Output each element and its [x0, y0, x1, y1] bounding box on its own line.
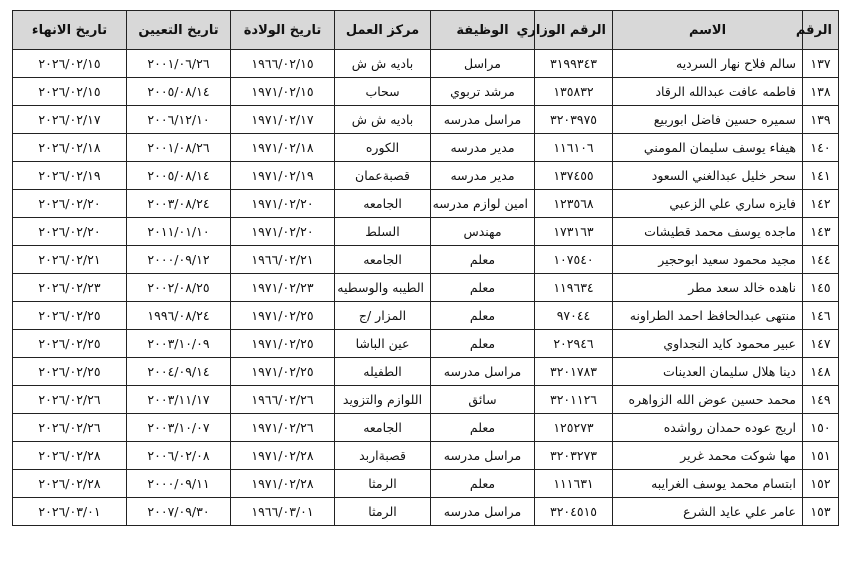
cell-name: هيفاء يوسف سليمان المومني — [613, 134, 803, 162]
cell-name: محمد حسين عوض الله الزواهره — [613, 386, 803, 414]
cell-ministry-id: ٢٠٢٩٤٦ — [535, 330, 613, 358]
cell-ministry-id: ١١٩٦٣٤ — [535, 274, 613, 302]
cell-appointment-date: ٢٠٠٥/٠٨/١٤ — [127, 162, 231, 190]
cell-name: منتهى عبدالحافظ احمد الطراونه — [613, 302, 803, 330]
cell-job: مراسل مدرسه — [431, 498, 535, 526]
cell-birth-date: ١٩٧١/٠٢/١٧ — [231, 106, 335, 134]
table-row — [13, 134, 839, 162]
cell-job: معلم — [431, 414, 535, 442]
header-appointment-date: تاريخ التعيين — [127, 11, 231, 50]
cell-name: ناهده خالد سعد مطر — [613, 274, 803, 302]
header-job: الوظيفة — [431, 11, 535, 50]
cell-job: امين لوازم مدرسه — [431, 190, 535, 218]
cell-ministry-id: ١١١٦٣١ — [535, 470, 613, 498]
cell-end-date: ٢٠٢٦/٠٢/٢٠ — [13, 218, 127, 246]
cell-birth-date: ١٩٦٦/٠٢/١٥ — [231, 50, 335, 78]
cell-end-date: ٢٠٢٦/٠٢/١٥ — [13, 78, 127, 106]
cell-appointment-date: ٢٠١١/٠١/١٠ — [127, 218, 231, 246]
table-row — [13, 358, 839, 386]
cell-job: معلم — [431, 330, 535, 358]
cell-ministry-id: ٣٢٠١٧٨٣ — [535, 358, 613, 386]
cell-work-center: قصبةعمان — [335, 162, 431, 190]
cell-ministry-id: ١٠٧٥٤٠ — [535, 246, 613, 274]
cell-work-center: باديه ش ش — [335, 106, 431, 134]
table-row — [13, 78, 839, 106]
cell-birth-date: ١٩٧١/٠٢/٢٠ — [231, 190, 335, 218]
cell-name: فاطمه عافت عبدالله الرقاد — [613, 78, 803, 106]
table-row — [13, 414, 839, 442]
cell-end-date: ٢٠٢٦/٠٢/٢٦ — [13, 414, 127, 442]
cell-work-center: الرمثا — [335, 498, 431, 526]
cell-appointment-date: ٢٠٠٤/٠٩/١٤ — [127, 358, 231, 386]
table-row — [13, 386, 839, 414]
cell-number: ١٤٤ — [803, 246, 839, 274]
cell-appointment-date: ٢٠٠٥/٠٨/١٤ — [127, 78, 231, 106]
cell-job: معلم — [431, 470, 535, 498]
cell-end-date: ٢٠٢٦/٠٢/٢٦ — [13, 386, 127, 414]
cell-ministry-id: ٣٢٠٤٥١٥ — [535, 498, 613, 526]
table-row — [13, 218, 839, 246]
cell-appointment-date: ٢٠٠٦/١٢/١٠ — [127, 106, 231, 134]
cell-number: ١٤٠ — [803, 134, 839, 162]
cell-end-date: ٢٠٢٦/٠٢/١٥ — [13, 50, 127, 78]
cell-number: ١٥١ — [803, 442, 839, 470]
cell-work-center: الرمثا — [335, 470, 431, 498]
table-row — [13, 50, 839, 78]
cell-number: ١٤٨ — [803, 358, 839, 386]
cell-job: مراسل مدرسه — [431, 106, 535, 134]
cell-appointment-date: ٢٠٠٣/١١/١٧ — [127, 386, 231, 414]
cell-birth-date: ١٩٦٦/٠٣/٠١ — [231, 498, 335, 526]
cell-work-center: الجامعه — [335, 190, 431, 218]
cell-work-center: عين الباشا — [335, 330, 431, 358]
cell-name: عبير محمود كايد النجداوي — [613, 330, 803, 358]
cell-work-center: السلط — [335, 218, 431, 246]
cell-work-center: اللوازم والتزويد — [335, 386, 431, 414]
cell-number: ١٥٣ — [803, 498, 839, 526]
cell-birth-date: ١٩٧١/٠٢/١٩ — [231, 162, 335, 190]
cell-end-date: ٢٠٢٦/٠٢/٢١ — [13, 246, 127, 274]
cell-end-date: ٢٠٢٦/٠٢/٢٠ — [13, 190, 127, 218]
cell-job: مراسل مدرسه — [431, 358, 535, 386]
cell-ministry-id: ١٣٥٨٣٢ — [535, 78, 613, 106]
header-end-date: تاريخ الانهاء — [13, 11, 127, 50]
cell-job: مرشد تربوي — [431, 78, 535, 106]
cell-end-date: ٢٠٢٦/٠٢/٢٣ — [13, 274, 127, 302]
cell-appointment-date: ٢٠٠٠/٠٩/١١ — [127, 470, 231, 498]
cell-job: معلم — [431, 246, 535, 274]
cell-ministry-id: ١٣٧٤٥٥ — [535, 162, 613, 190]
cell-birth-date: ١٩٧١/٠٢/٢٣ — [231, 274, 335, 302]
table-row — [13, 498, 839, 526]
header-name: الاسم — [613, 11, 803, 50]
cell-name: سالم فلاح نهار السرديه — [613, 50, 803, 78]
cell-end-date: ٢٠٢٦/٠٢/٢٥ — [13, 302, 127, 330]
cell-number: ١٣٧ — [803, 50, 839, 78]
cell-end-date: ٢٠٢٦/٠٢/١٩ — [13, 162, 127, 190]
cell-appointment-date: ٢٠٠٧/٠٩/٣٠ — [127, 498, 231, 526]
cell-end-date: ٢٠٢٦/٠٣/٠١ — [13, 498, 127, 526]
cell-ministry-id: ٣١٩٩٣٤٣ — [535, 50, 613, 78]
cell-job: مراسل مدرسه — [431, 442, 535, 470]
table-row — [13, 330, 839, 358]
cell-birth-date: ١٩٧١/٠٢/٢٥ — [231, 358, 335, 386]
header-number: الرقم — [803, 11, 839, 50]
cell-birth-date: ١٩٧١/٠٢/٢٨ — [231, 470, 335, 498]
cell-number: ١٤٢ — [803, 190, 839, 218]
cell-appointment-date: ٢٠٠٠/٠٩/١٢ — [127, 246, 231, 274]
table-row — [13, 274, 839, 302]
cell-name: ماجده يوسف محمد قطيشات — [613, 218, 803, 246]
cell-job: معلم — [431, 274, 535, 302]
cell-name: فايزه ساري علي الزعبي — [613, 190, 803, 218]
header-work-center: مركز العمل — [335, 11, 431, 50]
table-body — [13, 50, 839, 526]
cell-work-center: باديه ش ش — [335, 50, 431, 78]
cell-job: سائق — [431, 386, 535, 414]
cell-work-center: الجامعه — [335, 246, 431, 274]
cell-work-center: الكوره — [335, 134, 431, 162]
cell-birth-date: ١٩٦٦/٠٢/٢١ — [231, 246, 335, 274]
cell-end-date: ٢٠٢٦/٠٢/١٨ — [13, 134, 127, 162]
cell-job: معلم — [431, 302, 535, 330]
cell-birth-date: ١٩٧١/٠٢/٢٥ — [231, 302, 335, 330]
cell-work-center: المزار /ج — [335, 302, 431, 330]
cell-ministry-id: ٣٢٠٣٢٧٣ — [535, 442, 613, 470]
table-row — [13, 162, 839, 190]
cell-name: ابتسام محمد يوسف الغرايبه — [613, 470, 803, 498]
cell-birth-date: ١٩٧١/٠٢/١٥ — [231, 78, 335, 106]
cell-name: اريج عوده حمدان رواشده — [613, 414, 803, 442]
cell-appointment-date: ٢٠٠٢/٠٨/٢٥ — [127, 274, 231, 302]
cell-name: مجيد محمود سعيد ابوحجير — [613, 246, 803, 274]
cell-ministry-id: ١١٦١٠٦ — [535, 134, 613, 162]
cell-ministry-id: ١٢٣٥٦٨ — [535, 190, 613, 218]
header-birth-date: تاريخ الولادة — [231, 11, 335, 50]
cell-end-date: ٢٠٢٦/٠٢/٢٥ — [13, 330, 127, 358]
cell-number: ١٤٦ — [803, 302, 839, 330]
cell-work-center: سحاب — [335, 78, 431, 106]
table-row — [13, 246, 839, 274]
cell-ministry-id: ١٢٥٢٧٣ — [535, 414, 613, 442]
cell-appointment-date: ١٩٩٦/٠٨/٢٤ — [127, 302, 231, 330]
cell-appointment-date: ٢٠٠٣/١٠/٠٩ — [127, 330, 231, 358]
cell-work-center: قصبةاربد — [335, 442, 431, 470]
cell-work-center: الطيبه والوسطيه — [335, 274, 431, 302]
table-row — [13, 470, 839, 498]
cell-ministry-id: ٩٧٠٤٤ — [535, 302, 613, 330]
cell-appointment-date: ٢٠٠١/٠٨/٢٦ — [127, 134, 231, 162]
cell-work-center: الطفيله — [335, 358, 431, 386]
cell-name: دينا هلال سليمان العدينات — [613, 358, 803, 386]
cell-number: ١٣٩ — [803, 106, 839, 134]
cell-name: مها شوكت محمد غرير — [613, 442, 803, 470]
cell-number: ١٥٠ — [803, 414, 839, 442]
cell-end-date: ٢٠٢٦/٠٢/١٧ — [13, 106, 127, 134]
table-row — [13, 106, 839, 134]
cell-name: عامر علي عايد الشرع — [613, 498, 803, 526]
table-row — [13, 190, 839, 218]
cell-name: سميره حسين فاضل ابوربيع — [613, 106, 803, 134]
cell-appointment-date: ٢٠٠٣/٠٨/٢٤ — [127, 190, 231, 218]
cell-name: سحر خليل عبدالغني السعود — [613, 162, 803, 190]
table-row — [13, 302, 839, 330]
cell-number: ١٤٥ — [803, 274, 839, 302]
cell-number: ١٤٩ — [803, 386, 839, 414]
header-ministry-id: الرقم الوزاري — [535, 11, 613, 50]
employee-table-container — [12, 10, 838, 526]
cell-birth-date: ١٩٧١/٠٢/٢٠ — [231, 218, 335, 246]
cell-end-date: ٢٠٢٦/٠٢/٢٨ — [13, 470, 127, 498]
cell-number: ١٥٢ — [803, 470, 839, 498]
cell-appointment-date: ٢٠٠٦/٠٢/٠٨ — [127, 442, 231, 470]
cell-birth-date: ١٩٧١/٠٢/٢٥ — [231, 330, 335, 358]
cell-job: مدير مدرسه — [431, 134, 535, 162]
cell-appointment-date: ٢٠٠٣/١٠/٠٧ — [127, 414, 231, 442]
employee-table — [12, 10, 839, 526]
cell-birth-date: ١٩٧١/٠٢/١٨ — [231, 134, 335, 162]
table-row — [13, 442, 839, 470]
cell-job: مهندس — [431, 218, 535, 246]
cell-number: ١٣٨ — [803, 78, 839, 106]
cell-number: ١٤١ — [803, 162, 839, 190]
cell-work-center: الجامعه — [335, 414, 431, 442]
cell-birth-date: ١٩٧١/٠٢/٢٦ — [231, 414, 335, 442]
cell-ministry-id: ٣٢٠٣٩٧٥ — [535, 106, 613, 134]
cell-end-date: ٢٠٢٦/٠٢/٢٨ — [13, 442, 127, 470]
header-row — [13, 11, 839, 50]
cell-birth-date: ١٩٦٦/٠٢/٢٦ — [231, 386, 335, 414]
cell-ministry-id: ٣٢٠١١٢٦ — [535, 386, 613, 414]
cell-end-date: ٢٠٢٦/٠٢/٢٥ — [13, 358, 127, 386]
cell-number: ١٤٣ — [803, 218, 839, 246]
cell-ministry-id: ١٧٣١٦٣ — [535, 218, 613, 246]
cell-number: ١٤٧ — [803, 330, 839, 358]
cell-job: مراسل — [431, 50, 535, 78]
cell-appointment-date: ٢٠٠١/٠٦/٢٦ — [127, 50, 231, 78]
cell-job: مدير مدرسه — [431, 162, 535, 190]
cell-birth-date: ١٩٧١/٠٢/٢٨ — [231, 442, 335, 470]
